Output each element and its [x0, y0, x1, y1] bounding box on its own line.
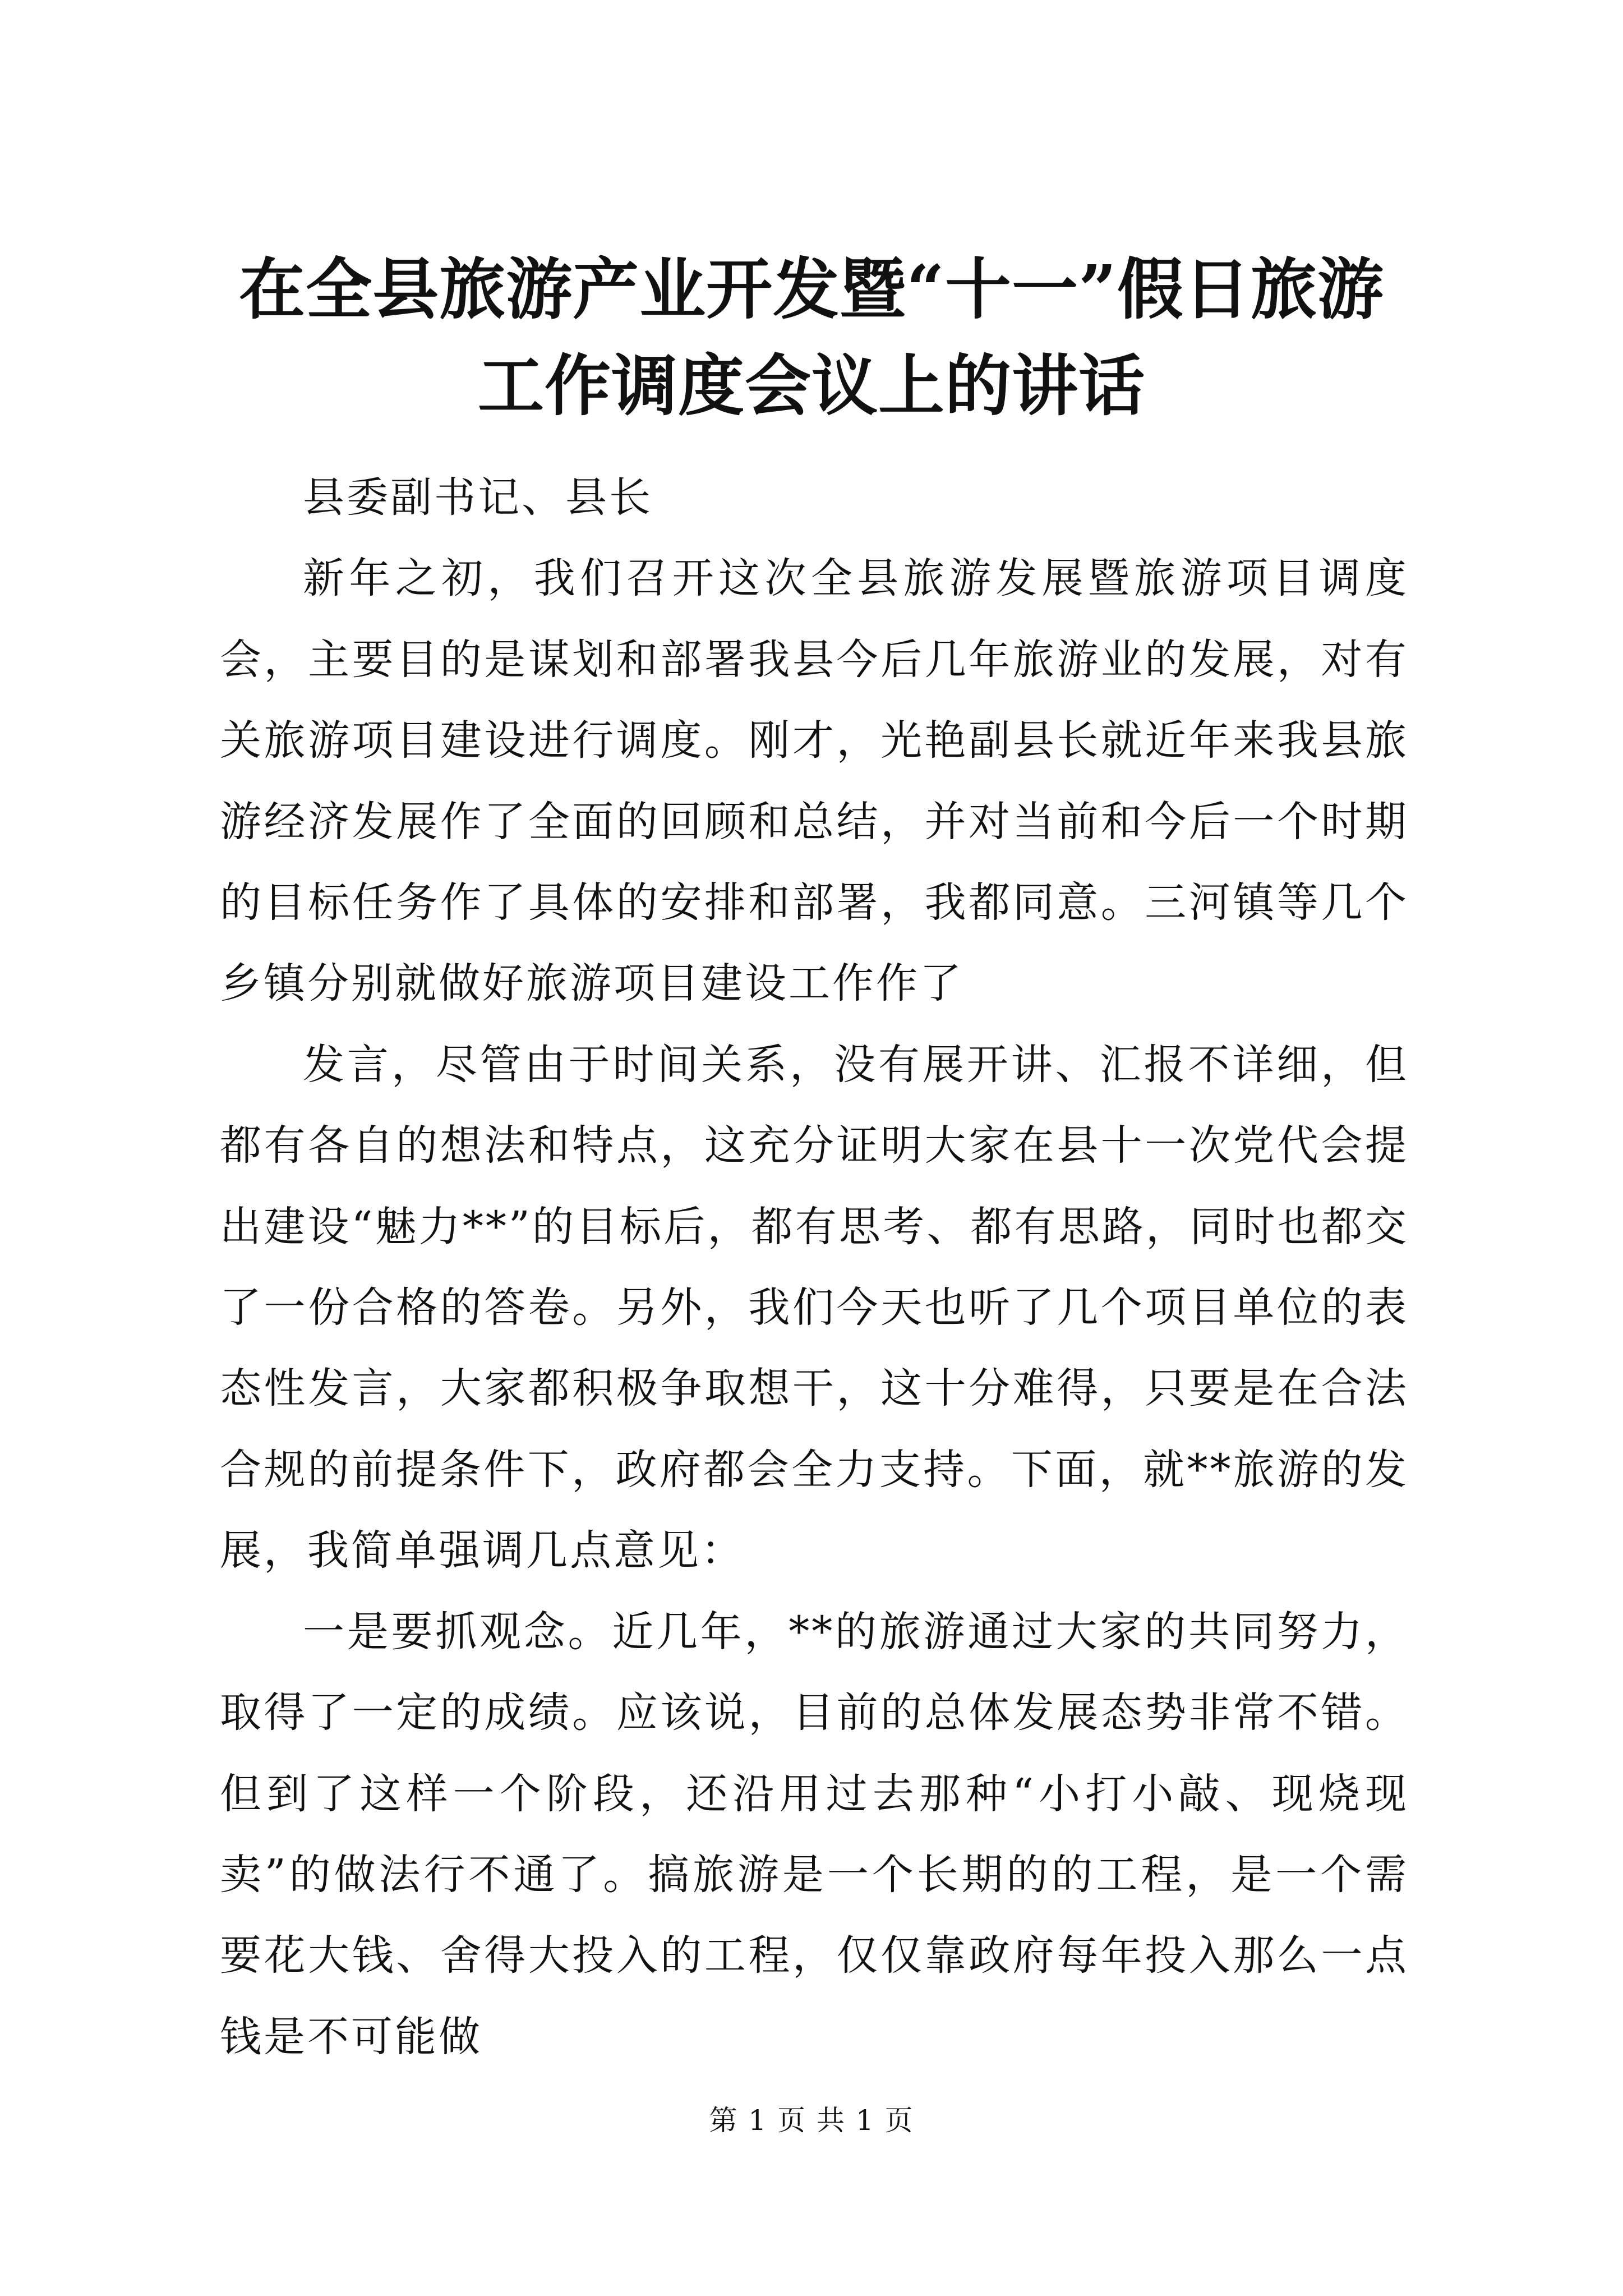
author-line: 县委副书记、县长	[303, 473, 653, 522]
body-paragraph: 发言，尽管由于时间关系，没有展开讲、汇报不详细，但都有各自的想法和特点，这充分证明大家在县十一次党代会提出建设“魅力**”的目标后，都有思考、都有思路，同时也都交了一份合格的答卷。另外，我们今天也听了几个项目单位的表态性发言，大家都积极争取想干，这十分难得，只要是在合法合规的前提条件下，政府都会全力支持。下面，就**旅游的发展，我简单强调几点意见：	[220, 1040, 1409, 1575]
document-title: 在全县旅游产业开发暨“十一”假日旅游工作调度会议上的讲话	[239, 250, 1384, 425]
body-paragraph: 新年之初，我们召开这次全县旅游发展暨旅游项目调度会，主要目的是谋划和部署我县今后几年旅游业的发展，对有关旅游项目建设进行调度。刚才，光艳副县长就近年来我县旅游经济发展作了全面的回顾和总结，并对当前和今后一个时期的目标任务作了具体的安排和部署，我都同意。三河镇等几个乡镇分别就做好旅游项目建设工作作了	[220, 554, 1409, 1008]
document-body	[220, 457, 1409, 2077]
page-footer: 第 1 页 共 1 页	[709, 2104, 914, 2137]
body-paragraph: 一是要抓观念。近几年，**的旅游通过大家的共同努力，取得了一定的成绩。应该说，目前的总体发展态势非常不错。但到了这样一个阶段，还沿用过去那种“小打小敲、现烧现卖”的做法行不通了。搞旅游是一个长期的的工程，是一个需要花大钱、舍得大投入的工程，仅仅靠政府每年投入那么一点钱是不可能做	[220, 1607, 1409, 2061]
